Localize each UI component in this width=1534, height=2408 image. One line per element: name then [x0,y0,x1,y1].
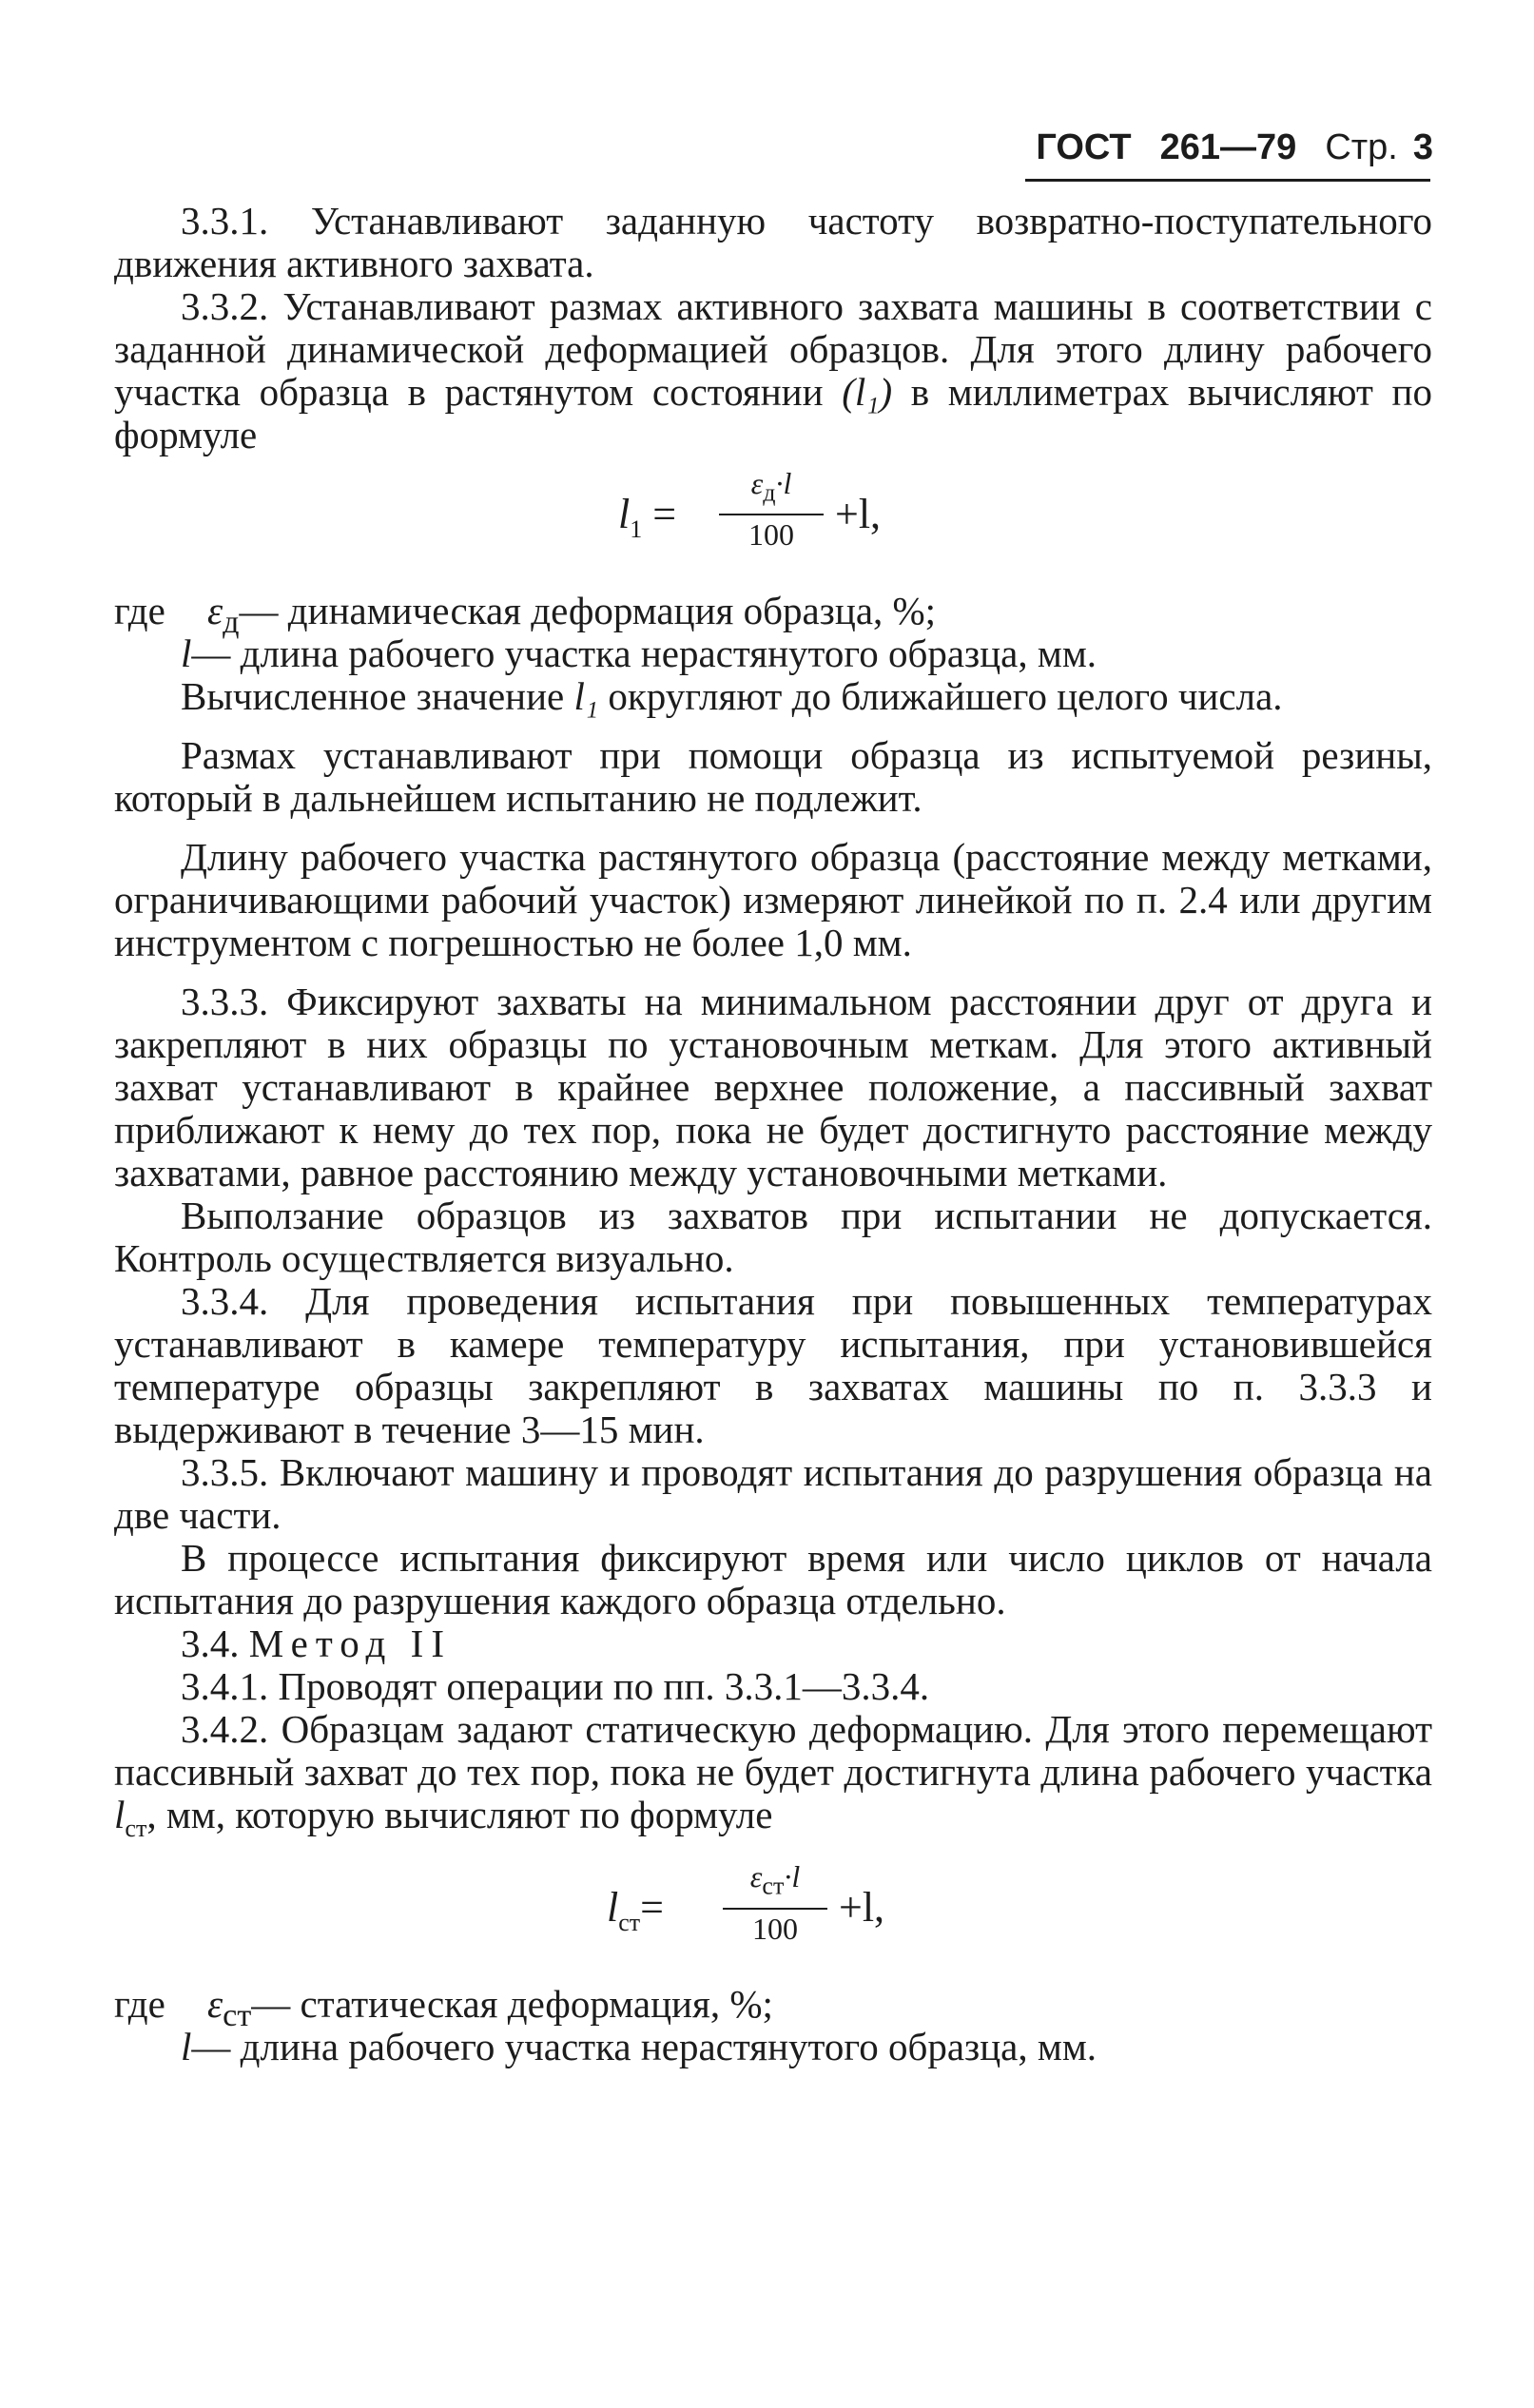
formula-lst-num-tail: ·l [784,1859,801,1894]
formula-lst [114,1850,1432,1983]
formula-l1-fraction [719,466,824,552]
where-2-line-2-text [181,2026,1097,2068]
paragraph-rounding-b: округляют до ближайшего целого числа. [608,674,1283,718]
where-2-desc: — статическая деформация, %; [251,1982,773,2027]
formula-l1-denominator: 100 [748,517,794,553]
formula-lst-numerator [723,1859,827,1903]
formula-lst-fraction [723,1859,827,1945]
paragraph-3-4-2-text: 3.4.2. Образцам задают статическую деформацию. Для этого перемещают пассивный захват до тех пор, пока не будет достигнута длина рабочего участка [114,1707,1432,1794]
formula-l1-num-sub: д [763,478,776,507]
formula-lst-num-sub: ст [762,1872,785,1900]
formula-lst-lhs-sub: ст [618,1908,641,1936]
paragraph-3-3-2-variable: (l₁) [842,370,893,414]
paragraph-3-4-2-end: , мм, которую вычисляют по формуле [146,1793,773,1836]
where-1-line-2-symbol: l [181,631,192,675]
formula-l1-lhs-symbol: l [618,491,631,537]
where-2-line-2-desc: — длина рабочего участка нерастянутого образца, мм. [191,2025,1097,2069]
formula-lst-rhs: +l, [839,1884,885,1932]
paragraph-3-4-2 [114,1708,1432,1850]
where-2-line-2-symbol: l [181,2025,192,2069]
formula-l1-lhs-sub: 1 [630,515,643,543]
paragraph-3-3-2 [114,285,1432,456]
formula-l1-rhs: +l, [835,491,882,537]
where-word: где [114,589,165,632]
where-1-line-2-text [181,632,1097,675]
formula-lst-lhs [607,1886,664,1944]
paragraph-3-3-5: 3.3.5. Включают машину и проводят испытания до разрушения образца на две части. [114,1450,1432,1537]
paragraph-3-3-2-end: в миллиметрах вычисляют по формуле [114,370,1432,456]
paragraph-3-3-3: 3.3.3. Фиксируют захваты на минимальном расстоянии друг от друга и закрепляют в них образцы по установочным меткам. Для этого активный захват устанавливают в крайнее верхнее положение, а пассивный захват приближают к нему до тех пор, пока не будет достигнуто расстояние между захватами, равное расстоянию между установочными метками. [114,980,1432,1194]
paragraph-3-4-2-sub: ст [125,1815,147,1843]
paragraph-3-4-1: 3.4.1. Проводят операции по пп. 3.3.1—3.3.4. [181,1664,930,1708]
section-3-4-title: Метод II [248,1622,452,1665]
where-word-2: где [114,1982,165,2027]
where-1-sub: д [223,605,240,641]
page-header [1036,127,1433,168]
formula-lst-fraction-bar [723,1908,827,1910]
where-1-desc: — динамическая деформация образца, %; [239,589,937,632]
page-label: Стр. [1325,127,1398,167]
section-3-4-heading [114,1622,1432,1665]
paragraph-slippage: Выползание образцов из захватов при испытании не допускается. Контроль осуществляется визуально. [114,1194,1432,1280]
formula-lst-denominator: 100 [752,1911,798,1946]
formula-l1-lhs [618,493,676,551]
paragraph-rounding-a: Вычисленное значение [181,674,565,718]
where-block-2-line-1 [114,1982,1432,2034]
paragraph-rounding [114,675,1432,718]
standard-number: 261—79 [1159,127,1297,167]
paragraph-3-3-4: 3.3.4. Для проведения испытания при повышенных температурах устанавливают в камере температуру испытания, при установившейся температуре образцы закрепляют в захватах машины по п. 3.3.3 и выдерживают в течение 3—15 мин. [114,1279,1432,1451]
where-block-1-line-2 [114,632,1432,675]
where-2-sub: ст [223,1998,252,2034]
where-2-symbol: ε [207,1982,223,2027]
paragraph-measure-length: Длину рабочего участка растянутого образца (расстояние между метками, ограничивающими рабочий участок) измеряют линейкой по п. 2.4 или другим инструментом с погрешностью не более 1,0 мм. [114,835,1432,964]
section-3-4-number: 3.4. [181,1622,240,1665]
header-rule [1025,179,1430,182]
formula-lst-lhs-symbol: l [607,1884,619,1932]
page-number: 3 [1412,127,1433,167]
standard-label: ГОСТ [1036,127,1132,167]
formula-l1-num-symbol: ε [750,466,764,500]
formula-l1-fraction-bar [719,514,824,515]
paragraph-rounding-var: l₁ [573,674,599,718]
formula-lst-eq: = [640,1884,664,1932]
paragraph-razmah: Размах устанавливают при помощи образца из испытуемой резины, который в дальнейшем испытанию не подлежит. [114,733,1432,820]
where-1-symbol: ε [207,589,223,632]
formula-l1 [114,456,1432,590]
paragraph-in-process: В процессе испытания фиксируют время или число циклов от начала испытания до разрушения каждого образца отдельно. [114,1536,1432,1622]
formula-l1-num-tail: ·l [775,466,792,500]
where-block-1-line-1 [114,589,1432,641]
formula-l1-eq: = [652,491,677,537]
paragraph-3-4-2-var: l [114,1793,126,1836]
where-1-line-2-desc: — длина рабочего участка нерастянутого образца, мм. [191,631,1097,675]
formula-lst-num-symbol: ε [749,1859,763,1894]
paragraph-3-3-2-text: 3.3.2. Устанавливают размах активного захвата машины в соответствии с заданной динамической деформацией образцов. Для этого длину рабочего участка образца в растянутом состоянии [114,284,1432,414]
paragraph-3-3-1: 3.3.1. Устанавливают заданную частоту возвратно-поступательного движения активного захвата. [114,199,1432,285]
formula-l1-numerator [719,466,824,510]
where-block-2-line-2 [114,2026,1432,2068]
page-content [114,200,1432,2068]
